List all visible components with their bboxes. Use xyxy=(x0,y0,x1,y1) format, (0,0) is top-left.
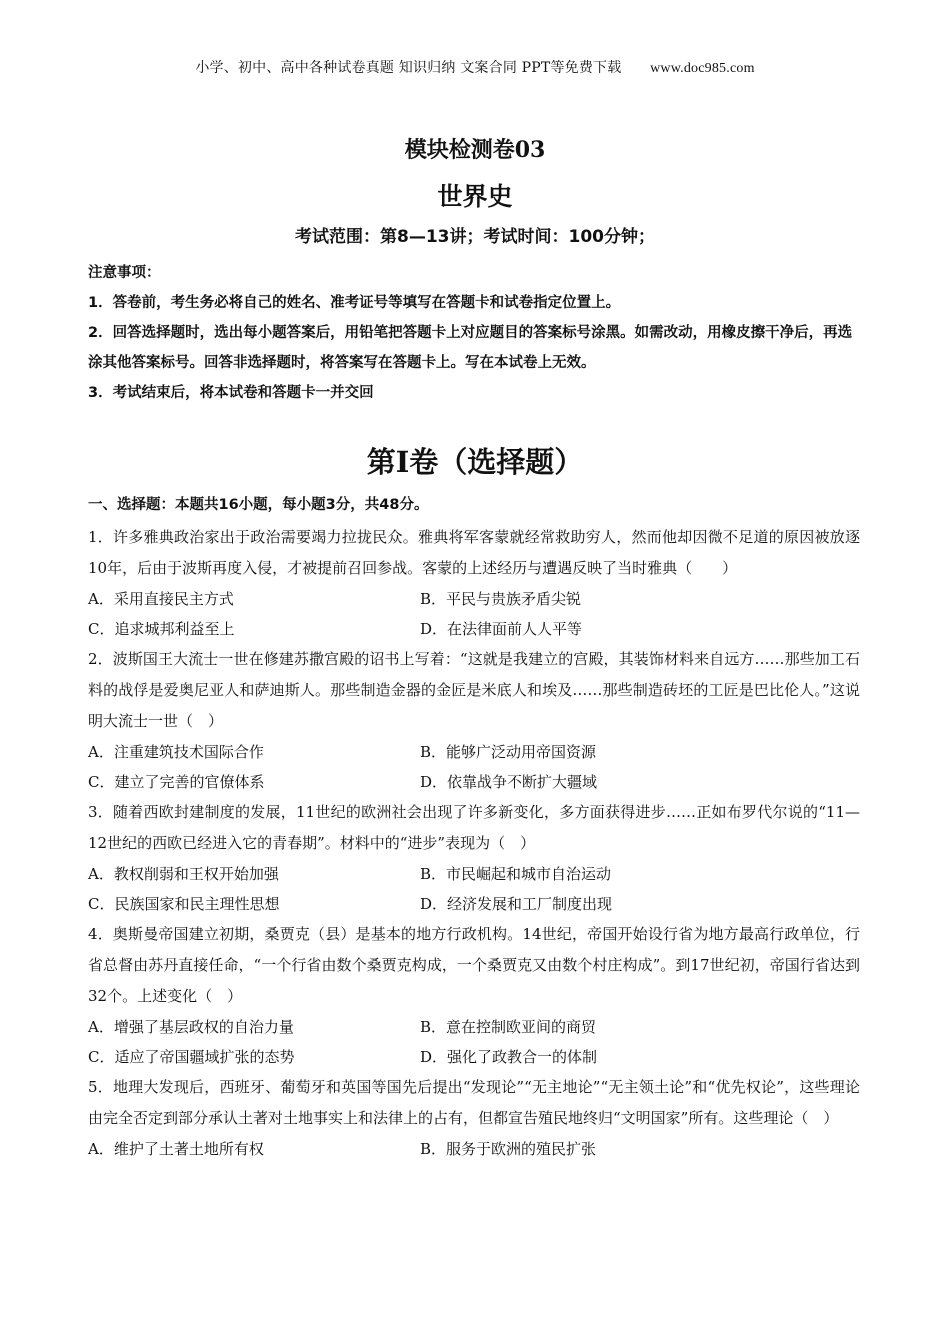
option-c: C．建立了完善的官僚体系 xyxy=(88,773,265,791)
section-title: 第I卷（选择题） xyxy=(366,445,584,479)
question xyxy=(88,919,860,1072)
question-stem: 1．许多雅典政治家出于政治需要竭力拉拢民众。雅典将军客蒙就经常救助穷人，然而他却因微不足道的原因被放逐10年，后由于波斯再度入侵，才被提前召回参战。客蒙的上述经历与遭遇反映了当时雅典（ ） xyxy=(88,528,860,577)
exam-info: 考试范围：第8—13讲；考试时间：100分钟； xyxy=(295,227,655,247)
option-a: A．采用直接民主方式 xyxy=(88,590,234,608)
note-item: 2．回答选择题时，选出每小题答案后，用铅笔把答题卡上对应题目的答案标号涂黑。如需改动，用橡皮擦干净后，再选涂其他答案标号。回答非选择题时，将答案写在答题卡上。写在本试卷上无效。 xyxy=(88,325,853,371)
notes-block xyxy=(88,258,863,408)
option-a: A．增强了基层政权的自治力量 xyxy=(88,1018,294,1036)
question xyxy=(88,1072,860,1164)
question-list xyxy=(88,522,860,1164)
option-b: B．服务于欧洲的殖民扩张 xyxy=(420,1140,597,1158)
header-url[interactable]: www.doc985.com xyxy=(650,61,755,76)
question xyxy=(88,644,860,797)
question xyxy=(88,522,860,644)
part-title: 一、选择题：本题共16小题，每小题3分，共48分。 xyxy=(88,497,429,513)
notes-heading: 注意事项： xyxy=(88,265,161,281)
option-c: C．追求城邦利益至上 xyxy=(88,620,235,638)
question-stem: 2．波斯国王大流士一世在修建苏撒宫殿的诏书上写着：“这就是我建立的宫殿，其装饰材料来自远方……那些加工石料的战俘是爱奥尼亚人和萨迪斯人。那些制造金器的金匠是米底人和埃及……那些制造砖坯的工匠是巴比伦人。”这说明大流士一世（ ） xyxy=(88,650,860,730)
option-c: C．民族国家和民主理性思想 xyxy=(88,895,280,913)
question-stem: 4．奥斯曼帝国建立初期，桑贾克（县）是基本的地方行政机构。14世纪，帝国开始设行省为地方最高行政单位，行省总督由苏丹直接任命，“一个行省由数个桑贾克构成，一个桑贾克又由数个村庄构成”。到17世纪初，帝国行省达到32个。上述变化（ ） xyxy=(88,925,860,1005)
question xyxy=(88,797,860,919)
option-a: A．教权削弱和王权开始加强 xyxy=(88,865,279,883)
question-stem: 5．地理大发现后，西班牙、葡萄牙和英国等国先后提出“发现论”“无主地论”“无主领土论”和“优先权论”，这些理论由完全否定到部分承认土著对土地事实上和法律上的占有，但都宣告殖民地终归“文明国家”所有。这些理论（ ） xyxy=(88,1078,860,1127)
option-b: B．平民与贵族矛盾尖锐 xyxy=(420,590,582,608)
option-d: D．经济发展和工厂制度出现 xyxy=(420,895,613,913)
note-item: 3．考试结束后，将本试卷和答题卡一并交回 xyxy=(88,385,374,401)
option-c: C．适应了帝国疆域扩张的态势 xyxy=(88,1048,295,1066)
option-b: B．意在控制欧亚间的商贸 xyxy=(420,1018,597,1036)
exam-subject: 世界史 xyxy=(437,182,513,211)
option-a: A．维护了土著土地所有权 xyxy=(88,1140,264,1158)
exam-title: 模块检测卷03 xyxy=(404,137,546,163)
option-b: B．能够广泛动用帝国资源 xyxy=(420,743,597,761)
option-b: B．市民崛起和城市自治运动 xyxy=(420,865,612,883)
header-text: 小学、初中、高中各种试卷真题 知识归纳 文案合同 PPT等免费下载 xyxy=(195,60,622,76)
option-a: A．注重建筑技术国际合作 xyxy=(88,743,264,761)
note-item: 1．答卷前，考生务必将自己的姓名、准考证号等填写在答题卡和试卷指定位置上。 xyxy=(88,295,621,311)
question-stem: 3．随着西欧封建制度的发展，11世纪的欧洲社会出现了许多新变化，多方面获得进步……正如布罗代尔说的“11—12世纪的西欧已经进入它的青春期”。材料中的“进步”表现为（ ） xyxy=(88,803,860,852)
option-d: D．强化了政教合一的体制 xyxy=(420,1048,598,1066)
option-d: D．依靠战争不断扩大疆域 xyxy=(420,773,598,791)
page-header xyxy=(0,57,950,77)
option-d: D．在法律面前人人平等 xyxy=(420,620,583,638)
